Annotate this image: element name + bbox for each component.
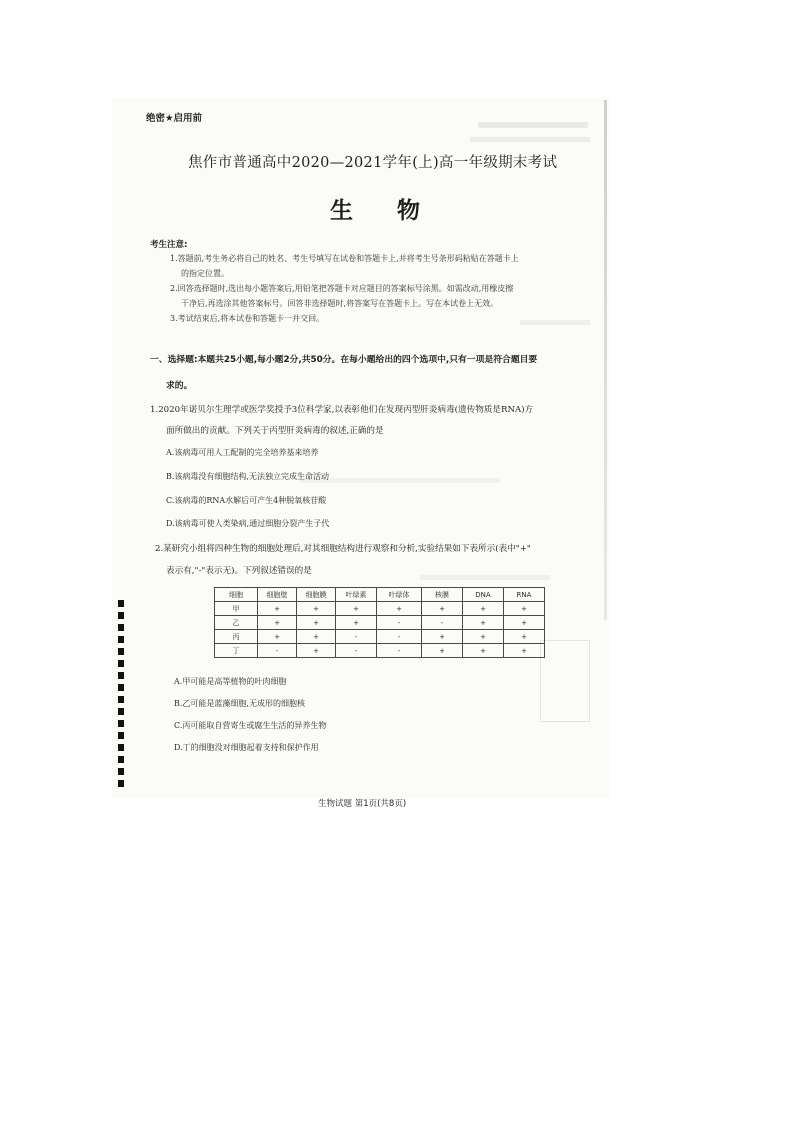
table-row (215, 616, 545, 630)
table-header-cell: RNA (504, 588, 545, 602)
table-cell: - (377, 616, 422, 630)
bleed-through-mark (300, 478, 500, 483)
question-1-option-c: C.该病毒的RNA水解后可产生4种脱氧核苷酸 (166, 496, 327, 505)
table-cell: + (504, 644, 545, 658)
table-cell: + (504, 602, 545, 616)
question-2-option-d: D.丁的细胞没对细胞起着支持和保护作用 (174, 743, 319, 752)
table-cell: 乙 (215, 616, 258, 630)
scan-edge-marks (118, 600, 124, 790)
table-cell: + (377, 602, 422, 616)
table-row (215, 602, 545, 616)
section-heading: 一、选择题:本题共25小题,每小题2分,共50分。在每小题给出的四个选项中,只有一项是符合题目要 (150, 355, 538, 365)
table-cell: - (377, 644, 422, 658)
table-header-cell: DNA (463, 588, 504, 602)
table-row (215, 644, 545, 658)
question-1-option-b: B.该病毒没有细胞结构,无法独立完成生命活动 (166, 472, 329, 481)
table-header-cell: 叶绿体 (377, 588, 422, 602)
table-cell: + (258, 616, 297, 630)
table-row (215, 630, 545, 644)
question-1-stem: 1.2020年诺贝尔生理学或医学奖授予3位科学家,以表彰他们在发现丙型肝炎病毒(遗传物质是RNA)方 (150, 405, 534, 415)
exam-title: 焦作市普通高中2020—2021学年(上)高一年级期末考试 (188, 155, 558, 171)
bleed-through-mark (478, 122, 588, 128)
table-cell: + (297, 630, 336, 644)
table-header-cell: 细胞膜 (297, 588, 336, 602)
table-cell: + (297, 616, 336, 630)
note-line: 3.考试结束后,将本试卷和答题卡一并交回。 (170, 314, 325, 323)
table-cell: - (422, 616, 463, 630)
table-cell: 丙 (215, 630, 258, 644)
table-cell: + (422, 602, 463, 616)
bleed-through-box (540, 640, 590, 722)
table-cell: + (258, 602, 297, 616)
table-cell: + (463, 616, 504, 630)
question-2-stem-cont: 表示有,"-"表示无)。下列叙述错误的是 (166, 566, 312, 576)
question-1-option-a: A.该病毒可用人工配制的完全培养基来培养 (166, 448, 319, 457)
page-footer: 生物试题 第1页(共8页) (318, 799, 407, 809)
question-2-option-a: A.甲可能是高等植物的叶肉细胞 (174, 677, 287, 686)
table-cell: - (377, 630, 422, 644)
note-line: 2.回答选择题时,选出每小题答案后,用铅笔把答题卡对应题目的答案标号涂黑。如需改动,用橡皮擦 (170, 284, 514, 293)
table-header-cell: 细胞 (215, 588, 258, 602)
table-cell: - (336, 630, 377, 644)
note-line: 1.答题前,考生务必将自己的姓名、考生号填写在试卷和答题卡上,并将考生号条形码粘贴在答题卡上 (170, 254, 519, 263)
table-cell: 甲 (215, 602, 258, 616)
bleed-through-mark (520, 320, 590, 325)
cell-structure-table (214, 587, 545, 658)
subject-title: 生 物 (330, 198, 439, 224)
question-2-stem: 2.某研究小组将四种生物的细胞处理后,对其细胞结构进行观察和分析,实验结果如下表所示(表中"+" (155, 544, 531, 554)
table-cell: + (504, 616, 545, 630)
table-cell: + (463, 630, 504, 644)
bleed-through-mark (420, 575, 550, 580)
table-cell: + (258, 630, 297, 644)
paper-edge-shadow (604, 100, 607, 620)
table-header-cell: 叶绿素 (336, 588, 377, 602)
table-cell: + (422, 644, 463, 658)
table-header-row (215, 588, 545, 602)
section-heading-cont: 求的。 (166, 381, 193, 391)
question-2-option-c: C.丙可能取自营寄生或腐生生活的异养生物 (174, 721, 327, 730)
question-1-option-d: D.该病毒可使人类染病,通过细胞分裂产生子代 (166, 519, 330, 528)
table-cell: + (463, 644, 504, 658)
table-header-cell: 细胞壁 (258, 588, 297, 602)
table-cell: + (504, 630, 545, 644)
table-cell: - (336, 644, 377, 658)
table-cell: 丁 (215, 644, 258, 658)
table-cell: + (297, 602, 336, 616)
question-1-stem-cont: 面所做出的贡献。下列关于丙型肝炎病毒的叙述,正确的是 (166, 426, 384, 436)
table-cell: + (336, 602, 377, 616)
table-cell: - (258, 644, 297, 658)
confidential-label: 绝密★启用前 (146, 113, 203, 124)
note-line: 的指定位置。 (181, 269, 229, 278)
notes-heading: 考生注意: (150, 240, 188, 250)
table-cell: + (422, 630, 463, 644)
question-2-option-b: B.乙可能是蓝藻细胞,无成形的细胞核 (174, 699, 305, 708)
table-header-cell: 核膜 (422, 588, 463, 602)
table-cell: + (463, 602, 504, 616)
table-cell: + (297, 644, 336, 658)
bleed-through-mark (470, 137, 590, 142)
table-cell: + (336, 616, 377, 630)
note-line: 干净后,再选涂其他答案标号。回答非选择题时,将答案写在答题卡上。写在本试卷上无效。 (181, 299, 499, 308)
